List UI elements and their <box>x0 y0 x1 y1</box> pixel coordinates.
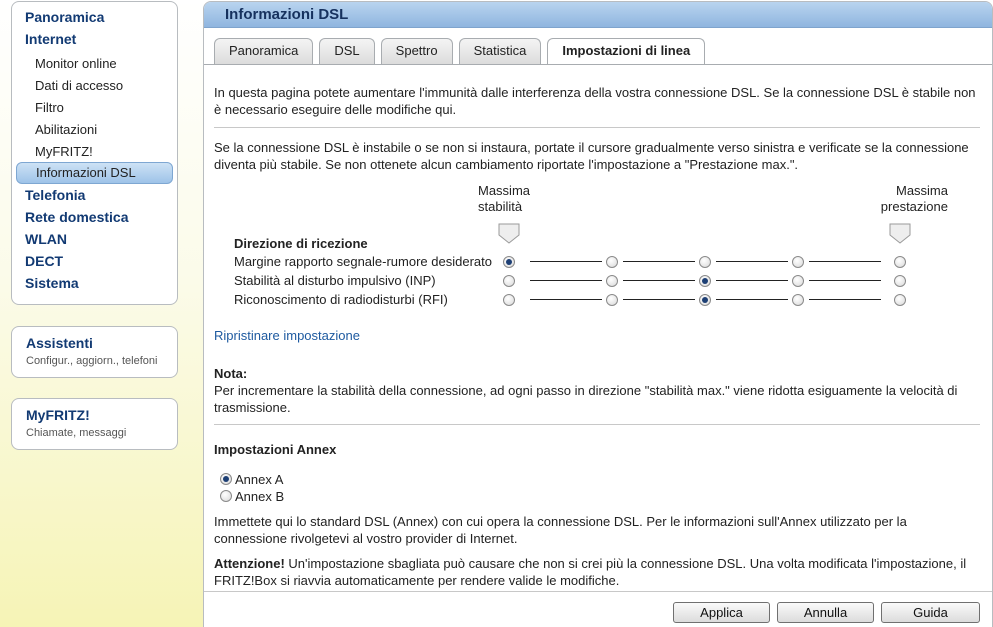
slider-step-radio[interactable] <box>606 275 618 287</box>
myfritz-title: MyFRITZ! <box>26 407 90 423</box>
direction-title: Direzione di ricezione <box>234 236 368 251</box>
caption-max-performance: Massima prestazione <box>880 183 948 214</box>
footer-divider <box>204 591 992 592</box>
slider-track <box>809 261 881 262</box>
nav-item-myfritz[interactable]: MyFRITZ! <box>35 144 93 159</box>
tab-bar <box>214 38 711 64</box>
chevron-down-left-icon <box>498 223 520 244</box>
slider-track <box>623 261 695 262</box>
nav-item-abilitazioni[interactable]: Abilitazioni <box>35 122 98 137</box>
slider-row-rfi <box>234 291 954 310</box>
annex-b-label: Annex B <box>235 489 285 504</box>
slider-step-radio[interactable] <box>699 256 711 268</box>
slider-step-radio[interactable] <box>503 294 515 306</box>
slider-track <box>623 280 695 281</box>
nav-item-dect[interactable]: DECT <box>25 253 64 269</box>
slider-step-radio[interactable] <box>503 275 515 287</box>
divider <box>214 424 980 425</box>
slider-step-radio[interactable] <box>792 294 804 306</box>
row-label: Riconoscimento di radiodisturbi (RFI) <box>234 292 448 307</box>
slider-track <box>530 299 602 300</box>
slider-step-radio[interactable] <box>699 294 711 306</box>
main-panel <box>203 1 993 627</box>
slider-track <box>623 299 695 300</box>
tab-divider <box>204 64 992 65</box>
tab-statistica[interactable]: Statistica <box>459 38 542 64</box>
tab-impostazioni-di-linea[interactable]: Impostazioni di linea <box>547 38 705 65</box>
caption-max-stability: Massima stabilità <box>478 183 531 214</box>
assistenti-subtitle: Configur., aggiorn., telefoni <box>26 355 158 367</box>
slider-track <box>530 280 602 281</box>
nav-item-telefonia[interactable]: Telefonia <box>25 187 86 203</box>
apply-button[interactable]: Applica <box>673 602 770 623</box>
help-button[interactable]: Guida <box>881 602 980 623</box>
myfritz-subtitle: Chiamate, messaggi <box>26 427 127 439</box>
content-area <box>214 84 980 589</box>
slider-step-radio[interactable] <box>699 275 711 287</box>
slider-track <box>530 261 602 262</box>
sidebar-nav <box>11 1 178 305</box>
nav-item-panoramica[interactable]: Panoramica <box>25 9 105 25</box>
tab-dsl[interactable]: DSL <box>319 38 374 64</box>
slider-row-inp <box>234 272 954 291</box>
annex-description: Immettete qui lo standard DSL (Annex) con cui opera la connessione DSL. Per le informazioni sull'Annex utilizzato per la connessione rivolgetevi al vostro provider di Internet. <box>214 514 907 546</box>
warning-title: Attenzione! <box>214 556 285 571</box>
page-title: Informazioni DSL <box>204 2 992 28</box>
annex-a-label: Annex A <box>235 472 284 487</box>
nav-item-internet[interactable]: Internet <box>25 31 77 47</box>
slider-track <box>716 299 788 300</box>
slider-step-radio[interactable] <box>792 256 804 268</box>
slider-step-radio[interactable] <box>894 256 906 268</box>
slider-track <box>716 280 788 281</box>
note-title: Nota: <box>214 366 248 381</box>
tab-spettro[interactable]: Spettro <box>381 38 453 64</box>
divider <box>214 127 980 128</box>
slider-row-snr <box>234 253 954 272</box>
annex-b-radio[interactable] <box>220 490 232 502</box>
row-label: Margine rapporto segnale-rumore desiderato <box>234 254 492 269</box>
myfritz-box[interactable] <box>11 398 178 450</box>
slider-track <box>716 261 788 262</box>
slider-track <box>809 280 881 281</box>
assistenti-box[interactable] <box>11 326 178 378</box>
chevron-down-right-icon <box>889 223 911 244</box>
annex-a-radio[interactable] <box>220 473 232 485</box>
annex-title: Impostazioni Annex <box>214 442 337 457</box>
annex-warning <box>214 555 980 589</box>
tab-panoramica[interactable]: Panoramica <box>214 38 313 64</box>
nav-item-filtro[interactable]: Filtro <box>35 100 64 115</box>
instructions-text: Se la connessione DSL è instabile o se non si instaura, portate il cursore gradualmente verso sinistra e verificate se la connessione diventa più stabile. Se non ottenete alcun cambiamento riportate l'impostazione a "Prestazione max.". <box>214 140 969 172</box>
cancel-button[interactable]: Annulla <box>777 602 874 623</box>
nav-item-dati-di-accesso[interactable]: Dati di accesso <box>35 78 124 93</box>
annex-option-b[interactable] <box>214 488 980 505</box>
row-label: Stabilità al disturbo impulsivo (INP) <box>234 273 436 288</box>
reset-settings-link[interactable]: Ripristinare impostazione <box>214 328 360 343</box>
nav-item-wlan[interactable]: WLAN <box>25 231 67 247</box>
assistenti-title: Assistenti <box>26 335 93 351</box>
warning-text: Un'impostazione sbagliata può causare che non si crei più la connessione DSL. Una volta modificata l'impostazione, il FRITZ!Box si riavvia automaticamente per rendere valide le modifiche. <box>214 556 967 588</box>
slider-step-radio[interactable] <box>894 294 906 306</box>
nav-item-sistema[interactable]: Sistema <box>25 275 79 291</box>
annex-option-a[interactable] <box>214 471 980 488</box>
slider-step-radio[interactable] <box>606 294 618 306</box>
nav-item-monitor-online[interactable]: Monitor online <box>35 56 117 71</box>
nav-item-informazioni-dsl[interactable]: Informazioni DSL <box>16 162 173 184</box>
nav-item-rete-domestica[interactable]: Rete domestica <box>25 209 129 225</box>
slider-step-radio[interactable] <box>894 275 906 287</box>
slider-step-radio[interactable] <box>503 256 515 268</box>
note-text: Per incrementare la stabilità della connessione, ad ogni passo in direzione "stabilità max." viene ridotta esiguamente la velocità di trasmissione. <box>214 383 958 415</box>
slider-step-radio[interactable] <box>792 275 804 287</box>
dsl-slider <box>214 173 980 323</box>
slider-track <box>809 299 881 300</box>
slider-step-radio[interactable] <box>606 256 618 268</box>
intro-text: In questa pagina potete aumentare l'immunità dalle interferenza della vostra connessione DSL. Se la connessione DSL è stabile non è necessario eseguire delle modifiche qui. <box>214 85 976 117</box>
